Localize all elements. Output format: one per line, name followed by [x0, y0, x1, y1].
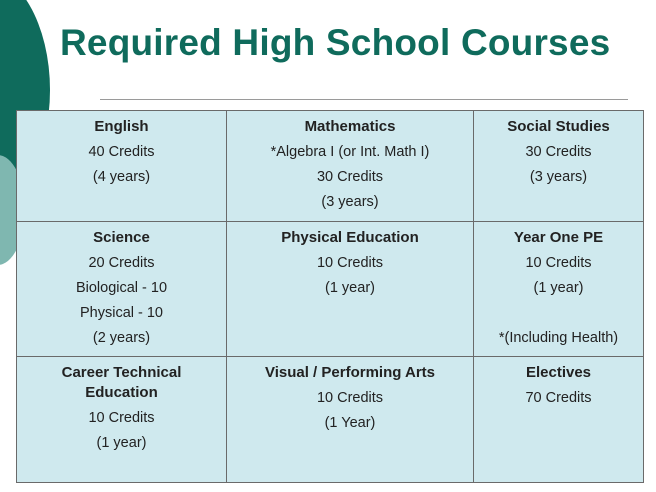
course-detail: (1 year): [533, 280, 584, 296]
course-cell: [17, 222, 227, 357]
course-cell: [474, 111, 644, 222]
course-detail: 10 Credits: [316, 255, 384, 271]
course-title: Mathematics: [304, 118, 396, 135]
course-cell: [227, 222, 474, 357]
course-detail: 20 Credits: [88, 255, 155, 271]
course-detail: 10 Credits: [525, 255, 592, 271]
course-title: English: [94, 118, 149, 135]
course-detail: Physical - 10: [79, 305, 163, 321]
course-detail: 70 Credits: [525, 390, 592, 406]
course-detail: *Algebra I (or Int. Math I): [270, 144, 430, 160]
page-title: Required High School Courses: [60, 22, 611, 63]
course-title: Electives: [525, 364, 592, 381]
spacer: [478, 301, 639, 326]
course-detail: Biological - 10: [75, 280, 168, 296]
courses-table: [16, 110, 644, 483]
course-detail: (1 year): [325, 280, 375, 296]
course-detail: 10 Credits: [88, 410, 155, 426]
title-divider: [100, 99, 628, 100]
course-title: Visual / Performing Arts: [264, 364, 436, 381]
course-detail: 30 Credits: [525, 144, 592, 160]
course-title: Physical Education: [281, 229, 419, 246]
course-detail: (2 years): [92, 330, 151, 346]
course-title: Year One PE: [513, 229, 604, 246]
table-row: [17, 357, 644, 483]
course-cell: [17, 357, 227, 483]
course-cell: [474, 357, 644, 483]
course-cell: [17, 111, 227, 222]
course-title: Science: [93, 229, 150, 246]
course-detail: (4 years): [92, 169, 151, 185]
course-detail: 40 Credits: [88, 144, 155, 160]
course-detail: (1 year): [96, 435, 147, 451]
table-row: [17, 111, 644, 222]
course-cell: [474, 222, 644, 357]
table-row: [17, 222, 644, 357]
course-detail: *(Including Health): [498, 330, 619, 346]
course-detail: (3 years): [529, 169, 588, 185]
course-detail: (1 Year): [324, 415, 376, 431]
course-detail: 10 Credits: [316, 390, 384, 406]
course-title: Career Technical Education: [61, 364, 182, 401]
course-cell: [227, 111, 474, 222]
course-cell: [227, 357, 474, 483]
course-title: Social Studies: [507, 118, 610, 135]
course-detail: (3 years): [321, 194, 379, 210]
course-detail: 30 Credits: [316, 169, 384, 185]
